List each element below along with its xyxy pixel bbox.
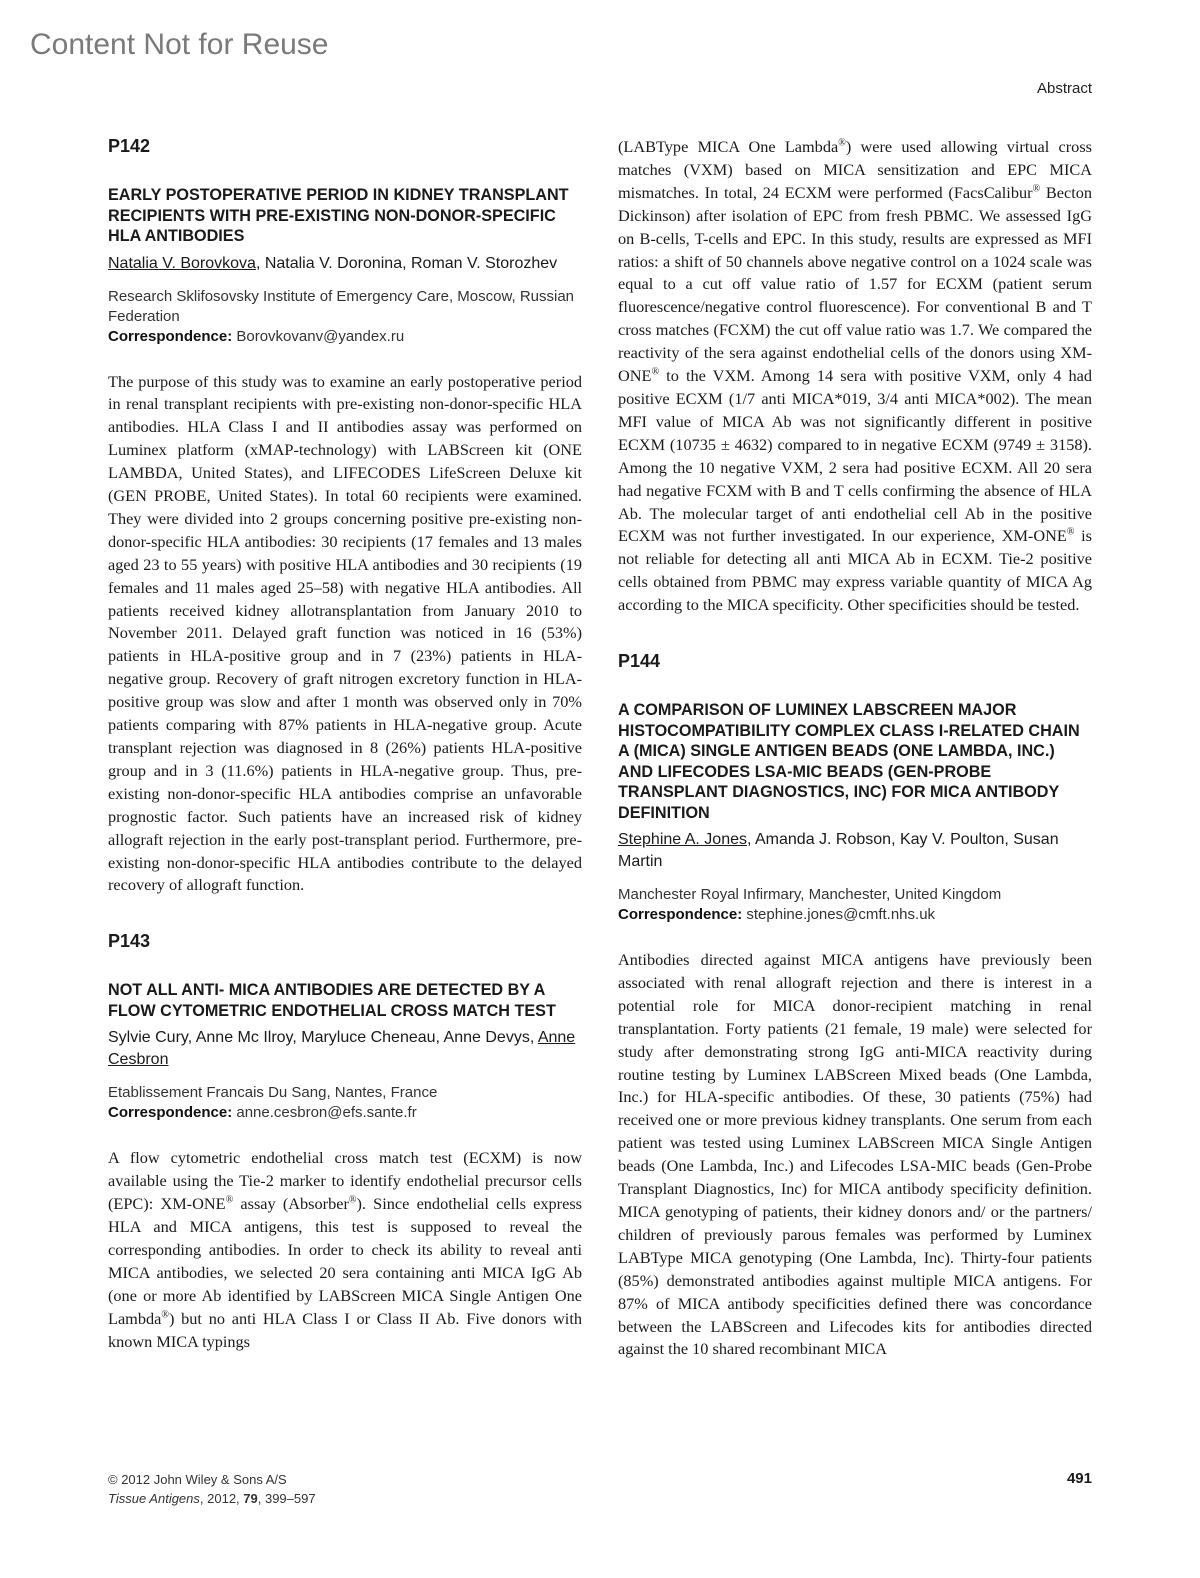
correspondence xyxy=(618,905,1092,925)
presenting-author: Natalia V. Borovkova xyxy=(108,254,256,272)
abstract-title: A COMPARISON OF LUMINEX LABSCREEN MAJOR HISTOCOMPATIBILITY COMPLEX CLASS I-RELATED CHAIN A (MICA) SINGLE ANTIGEN BEADS (ONE LAMBDA, INC.) AND LIFECODES LSA-MIC BEADS (GEN-PROBE TRANSPLANT DIAGNOSTICS, INC) FOR MICA ANTIBODY DEFINITION xyxy=(618,701,1080,822)
presenting-author: Stephine A. Jones xyxy=(618,831,747,849)
right-column xyxy=(618,136,1092,1395)
abstract-p144 xyxy=(618,651,1092,1361)
journal-name: Tissue Antigens xyxy=(108,1491,200,1506)
co-authors: Sylvie Cury, Anne Mc Ilroy, Maryluce Cheneau, Anne Devys, xyxy=(108,1029,538,1047)
abstract-title: EARLY POSTOPERATIVE PERIOD IN KIDNEY TRANSPLANT RECIPIENTS WITH PRE-EXISTING NON-DONOR-SPECIFIC HLA ANTIBODIES xyxy=(108,186,569,245)
abstract-id: P142 xyxy=(108,136,151,156)
abstract-p143 xyxy=(108,931,582,1353)
correspondence-email: Borovkovanv@yandex.ru xyxy=(236,327,405,345)
correspondence-email: anne.cesbron@efs.sante.fr xyxy=(236,1104,417,1122)
presenting-author: Anne Cesbron xyxy=(108,1029,576,1069)
watermark: Content Not for Reuse xyxy=(30,28,329,61)
correspondence xyxy=(108,1103,582,1123)
journal-citation xyxy=(108,1489,316,1508)
abstract-body: Antibodies directed against MICA antigens have previously been associated with renal allograft rejection and there is interest in a potential role for MICA donor-recipient matching in renal transplantation. Forty patients (21 female, 19 male) were selected for study after demonstrating strong IgG anti-MICA reactivity during routine testing by Luminex LABScreen Mixed beads (One Lambda, Inc.) for HLA-specific antibodies. Of these, 30 patients (75%) had received one or more previous kidney transplants. One serum from each patient was tested using Luminex LABScreen MICA Single Antigen beads (One Lambda, Inc.) and Lifecodes LSA-MIC beads (Gen-Probe Transplant Diagnostics, Inc) for MICA antibody specificity definition. MICA genotyping of patients, their kidney donors and/ or the partners/ children of previously parous females was performed by Luminex LABType MICA genotyping (One Lambda, Inc). Thirty-four patients (85%) demonstrated antibodies against multiple MICA antigens. For 87% of MICA antibody specificities defined there was concordance between the LABScreen and Lifecodes kits for antibodies directed against the 10 shared recombinant MICA xyxy=(618,950,1092,1359)
affiliation: Manchester Royal Infirmary, Manchester, United Kingdom xyxy=(618,886,1002,904)
journal-year: , 2012, xyxy=(199,1491,244,1506)
correspondence-email: stephine.jones@cmft.nhs.uk xyxy=(746,906,936,924)
author-list xyxy=(108,253,582,275)
abstract-body-part1: A flow cytometric endothelial cross match test (ECXM) is now available using the Tie-2 marker to identify endothelial precursor cells (EPC): XM-ONE® assay (Absorber®). Since endothelial cells express HLA and MICA antigens, this test is supposed to reveal the corresponding antibodies. In order to check its ability to reveal anti MICA antibodies, we selected 20 sera containing anti MICA IgG Ab (one or more Ab identified by LABScreen MICA Single Antigen One Lambda®) but no anti HLA Class I or Class II Ab. Five donors with known MICA typings xyxy=(108,1148,582,1351)
affiliation: Etablissement Francais Du Sang, Nantes, France xyxy=(108,1084,438,1102)
abstract-body: The purpose of this study was to examine an early postoperative period in renal transplant recipients with pre-existing non-donor-specific HLA antibodies. HLA Class I and II antibodies assay was performed on Luminex platform (xMAP-technology) with LABScreen kit (ONE LAMBDA, United States), and LIFECODES LifeScreen Deluxe kit (GEN PROBE, United States). In total 60 recipients were examined. They were divided into 2 groups concerning positive pre-existing non-donor-specific HLA antibodies: 30 recipients (17 females and 13 males aged 23 to 55 years) with positive HLA antibodies and 30 recipients (19 females and 11 males aged 25–58) with negative HLA antibodies. All patients received kidney allotransplantation from January 2010 to November 2011. Delayed graft function was noticed in 16 (53%) patients in HLA-positive group and in 7 (23%) patients in HLA-negative group. Recovery of graft nitrogen excretory function in HLA-positive group was slow and after 1 month was observed only in 70% patients comparing with 87% patients in HLA-negative group. Acute transplant rejection was diagnosed in 8 (26%) patients HLA-positive group and in 3 (11.6%) patients in HLA-negative group. Thus, pre-existing non-donor-specific HLA antibodies comprise an unfavorable prognostic factor. Such patients have an increased risk of kidney allograft rejection in the early post-transplant period. Furthermore, pre-existing non-donor-specific HLA antibodies contribute to the delayed recovery of allograft function. xyxy=(108,371,582,895)
abstract-p142 xyxy=(108,136,582,897)
author-list xyxy=(618,829,1092,873)
running-head: Abstract xyxy=(1036,80,1092,97)
author-list xyxy=(108,1027,582,1071)
abstract-id: P143 xyxy=(108,931,151,952)
correspondence-label: Correspondence: xyxy=(108,1104,233,1122)
affiliation: Research Sklifosovsky Institute of Emergency Care, Moscow, Russian Federation xyxy=(108,287,575,325)
left-column xyxy=(108,136,582,1388)
correspondence-label: Correspondence: xyxy=(618,906,743,924)
footer-citation xyxy=(108,1470,316,1508)
page-number: 491 xyxy=(1066,1470,1092,1487)
abstract-id: P144 xyxy=(618,651,661,672)
copyright: © 2012 John Wiley & Sons A/S xyxy=(108,1472,287,1487)
journal-pages: , 399–597 xyxy=(257,1491,316,1506)
co-authors: , Amanda J. Robson, Kay V. Poulton, Susan Martin xyxy=(618,831,1059,871)
co-authors: , Natalia V. Doronina, Roman V. Storozhev xyxy=(255,254,558,272)
correspondence-label: Correspondence: xyxy=(108,327,233,345)
journal-volume: 79 xyxy=(243,1491,258,1506)
abstract-body-part2: (LABType MICA One Lambda®) were used allowing virtual cross matches (VXM) based on MICA sensitization and EPC MICA mismatches. In total, 24 ECXM were performed (FacsCalibur® Becton Dickinson) after isolation of EPC from fresh PBMC. We assessed IgG on B-cells, T-cells and EPC. In this study, results are expressed as MFI ratios: a shift of 50 channels above negative control on a 1024 scale was equal to a cut off value ratio of 1.57 for ECXM (patient serum fluorescence/negative control fluorescence). For conventional B and T cross matches (FCXM) the cut off value ratio was 1.7. We compared the reactivity of the sera against endothelial cells of the donors using XM-ONE® to the VXM. Among 14 sera with positive VXM, only 4 had positive ECXM (1/7 anti MICA*019, 3/4 anti MICA*002). The mean MFI value of MICA Ab was not significantly different in positive ECXM (10735 ± 4632) compared to in negative ECXM (9749 ± 3158). Among the 10 negative VXM, 2 sera had positive ECXM. All 20 sera had negative FCXM with B and T cells confirming the absence of HLA Ab. The molecular target of anti endothelial cell Ab in the positive ECXM was not further investigated. In our experience, XM-ONE® is not reliable for detecting all anti MICA Ab in ECXM. Tie-2 positive cells obtained from PBMC may express variable quantity of MICA Ag according to the MICA specificity. Other specificities should be tested. xyxy=(618,137,1093,615)
abstract-title: NOT ALL ANTI- MICA ANTIBODIES ARE DETECTED BY A FLOW CYTOMETRIC ENDOTHELIAL CROSS MATCH TEST xyxy=(108,981,556,1020)
correspondence xyxy=(108,327,582,347)
